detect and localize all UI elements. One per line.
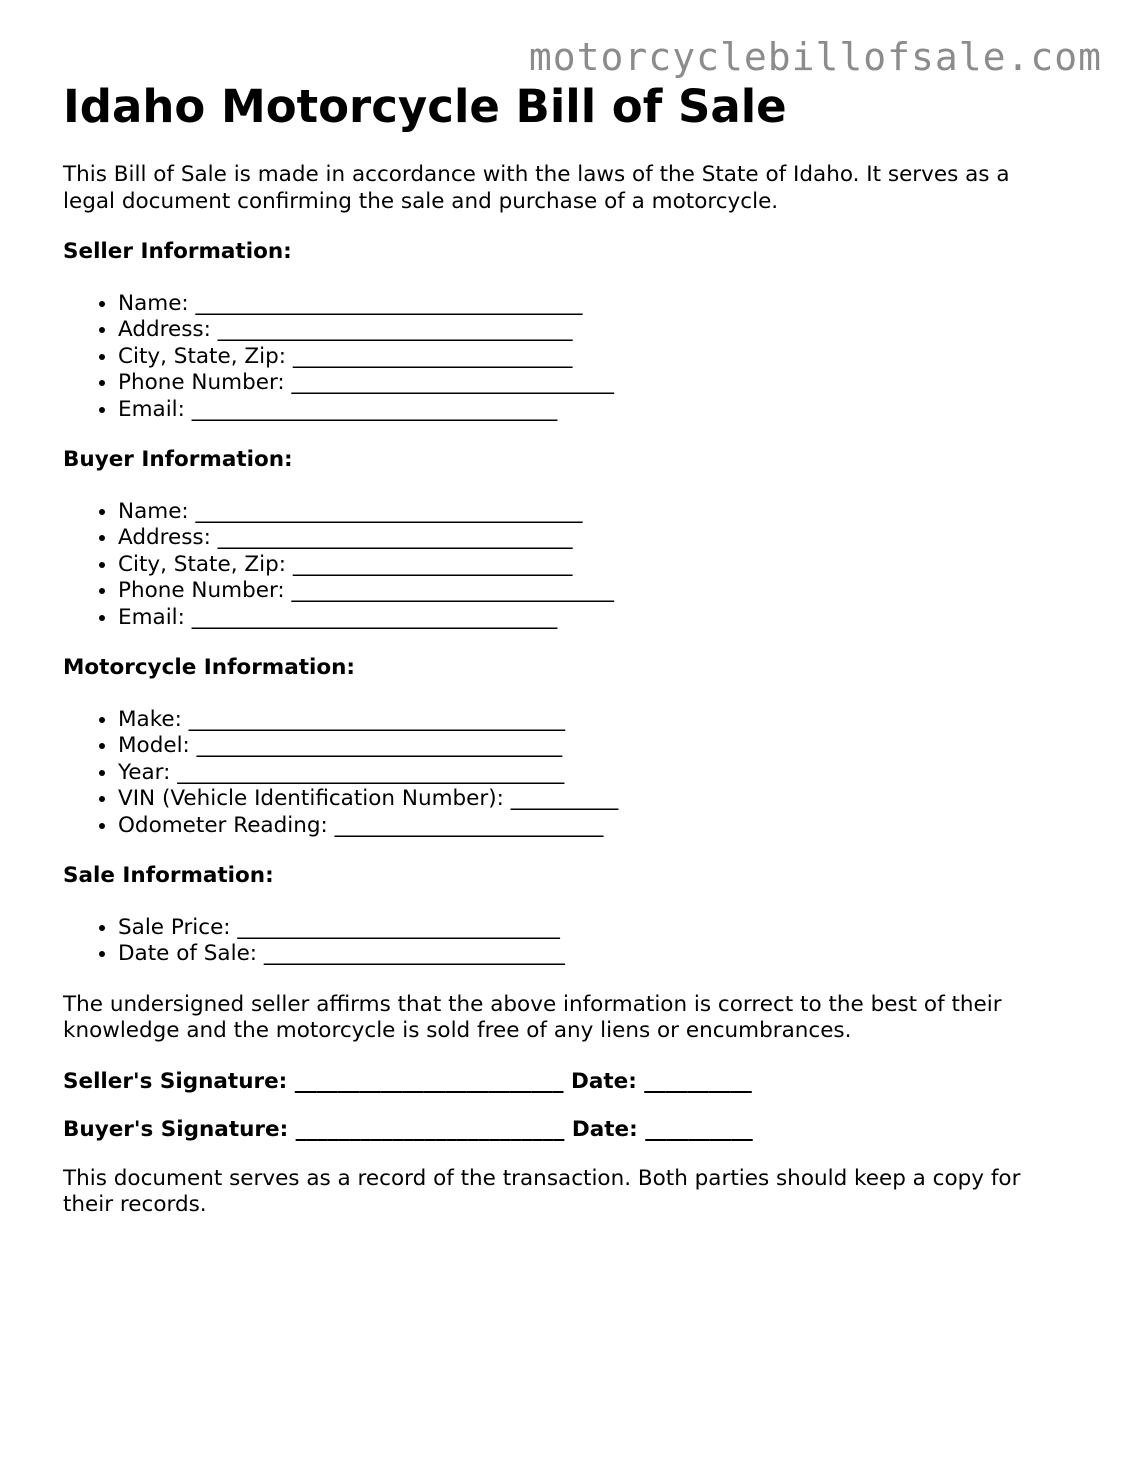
seller-address-field: • Address: _________________________________ [118,317,1063,344]
buyer-fields-list [63,499,1063,632]
closing-paragraph: This document serves as a record of the transaction. Both parties should keep a copy for their records. [63,1165,1021,1217]
seller-email-field: • Email: __________________________________ [118,397,1063,424]
seller-signature-line: Seller's Signature: _________________________ Date: __________ [63,1068,752,1094]
document-title: Idaho Motorcycle Bill of Sale [63,80,787,133]
sale-section-heading: Sale Information: [63,863,274,888]
affirmation-paragraph: The undersigned seller affirms that the above information is correct to the best of their knowledge and the motorcycle is sold free of any liens or encumbrances. [63,991,1002,1043]
buyer-email-field: • Email: __________________________________ [118,605,1063,632]
seller-fields-list [63,291,1063,424]
document-body [63,80,1063,1243]
buyer-phone-field: • Phone Number: ______________________________ [118,578,1063,605]
motorcycle-odometer-field: • Odometer Reading: _________________________ [118,813,1063,840]
seller-name-field: • Name: ____________________________________ [118,291,1063,318]
motorcycle-model-field: • Model: __________________________________ [118,733,1063,760]
motorcycle-vin-field: • VIN (Vehicle Identification Number): __________ [118,786,1063,813]
sale-fields-list [63,915,1063,968]
buyer-section-heading: Buyer Information: [63,447,293,472]
seller-city-state-zip-field: • City, State, Zip: __________________________ [118,344,1063,371]
motorcycle-fields-list [63,707,1063,840]
buyer-name-field: • Name: ____________________________________ [118,499,1063,526]
motorcycle-section-heading: Motorcycle Information: [63,655,356,680]
site-watermark: motorcyclebillofsale.com [528,35,1102,79]
buyer-signature-line: Buyer's Signature: _________________________ Date: __________ [63,1117,753,1142]
seller-phone-field: • Phone Number: ______________________________ [118,370,1063,397]
seller-section-heading: Seller Information: [63,239,292,264]
buyer-address-field: • Address: _________________________________ [118,525,1063,552]
motorcycle-make-field: • Make: ___________________________________ [118,707,1063,734]
intro-paragraph: This Bill of Sale is made in accordance with the laws of the State of Idaho. It serves as a legal document confirming the sale and purchase of a motorcycle. [63,162,1010,214]
buyer-city-state-zip-field: • City, State, Zip: __________________________ [118,552,1063,579]
motorcycle-year-field: • Year: ____________________________________ [118,760,1063,787]
sale-date-field: • Date of Sale: ____________________________ [118,941,1063,968]
sale-price-field: • Sale Price: ______________________________ [118,915,1063,942]
